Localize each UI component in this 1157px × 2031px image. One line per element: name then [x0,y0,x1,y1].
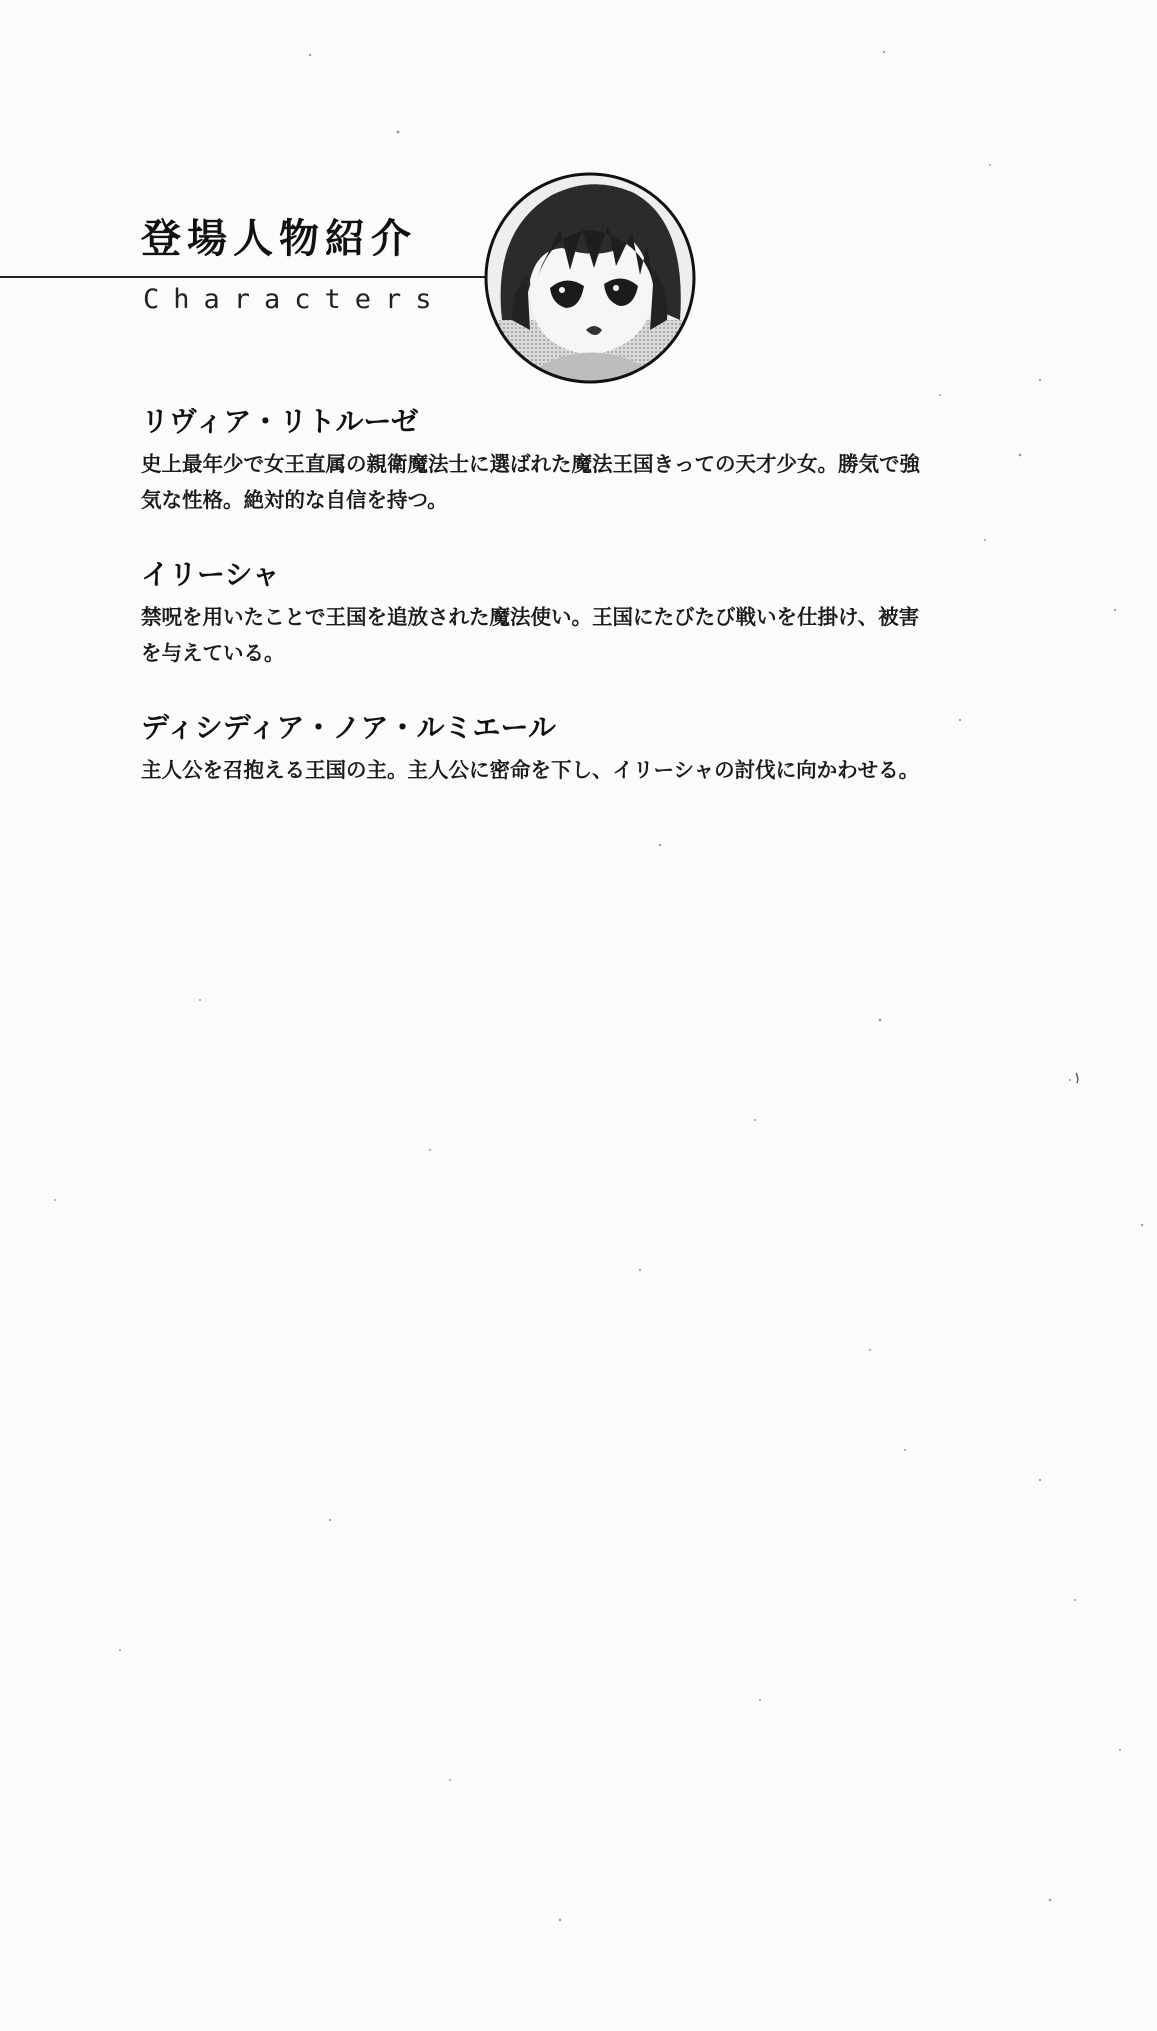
character-entry [141,400,931,518]
character-name: リヴィア・リトルーゼ [141,405,419,438]
character-entry [141,706,931,788]
character-entry [141,553,931,671]
character-name: イリーシャ [141,558,280,591]
character-description: 主人公を召抱える王国の主。主人公に密命を下し、イリーシャの討伐に向かわせる。 [141,758,920,782]
character-description: 史上最年少で女王直属の親衛魔法士に選ばれた魔法王国きっての天才少女。勝気で強気な性格。絶対的な自信を持つ。 [141,452,920,512]
header-rule [0,276,485,278]
page-title: 登場人物紹介 [141,215,417,262]
character-name: ディシディア・ノア・ルミエール [141,711,556,744]
character-list [141,400,931,823]
character-portrait-image [482,170,698,386]
character-description: 禁呪を用いたことで王国を追放された魔法使い。王国にたびたび戦いを仕掛け、被害を与えている。 [141,605,920,665]
page-subtitle: Characters [143,284,446,315]
